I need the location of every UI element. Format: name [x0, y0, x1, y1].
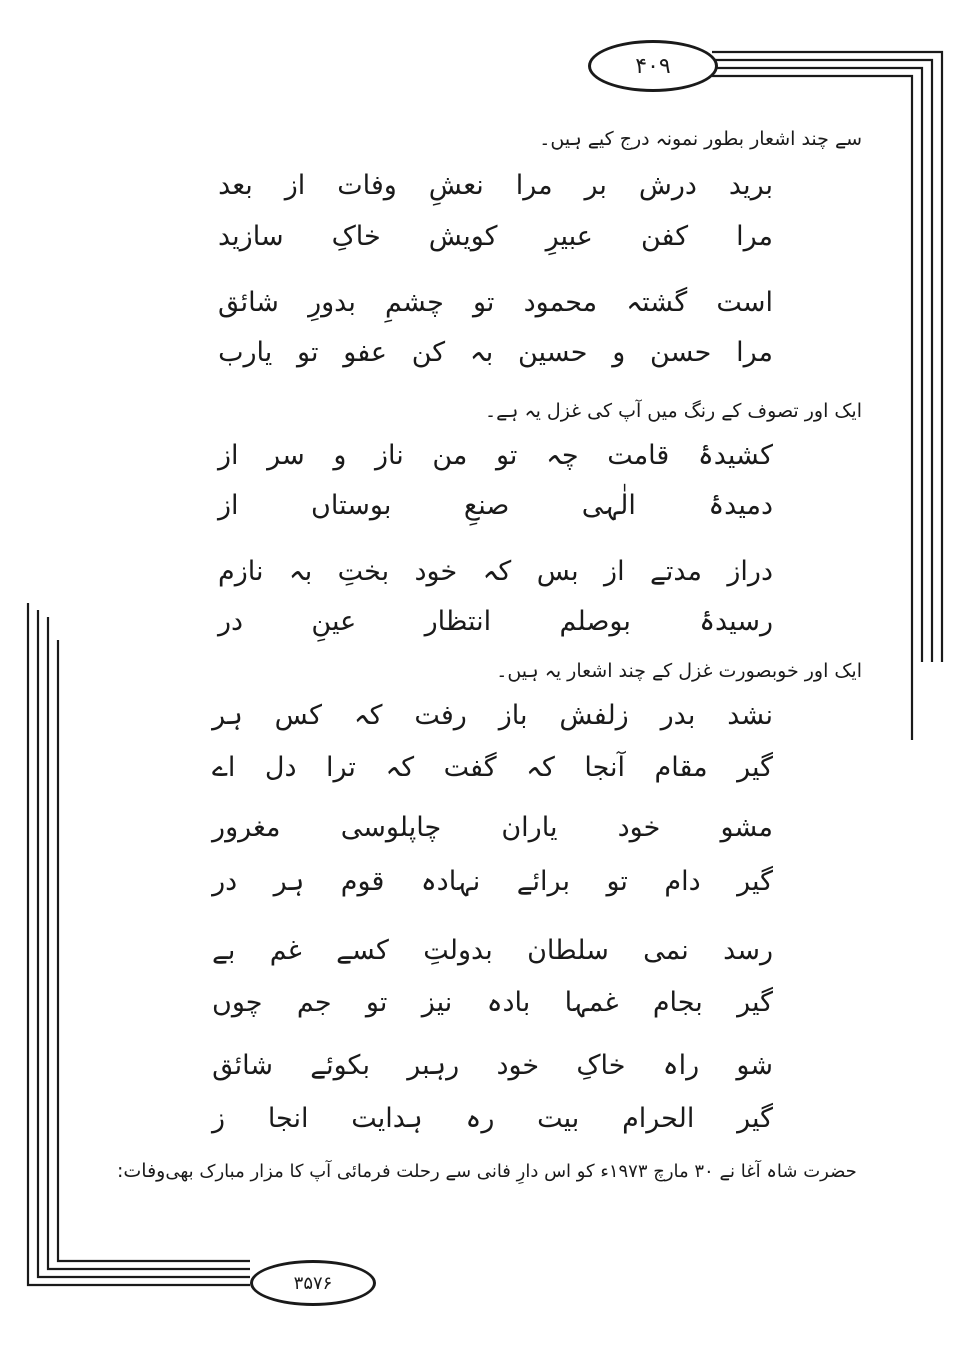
verse-word: خود — [617, 812, 661, 843]
verse-word: از — [284, 170, 306, 201]
verse-word: در — [212, 866, 238, 897]
verse-word: عفو — [343, 337, 387, 368]
verse-word: کن — [411, 337, 446, 368]
verse-word: من — [432, 440, 468, 471]
verse-word: تو — [606, 866, 628, 897]
verse-word: کسے — [336, 935, 389, 966]
verse-word: مقام — [654, 752, 708, 783]
verse-line — [212, 935, 773, 966]
verse-word: مرا — [736, 337, 773, 368]
verse-line — [212, 700, 773, 731]
verse-word: رسد — [723, 935, 773, 966]
verse-word: رہبر — [407, 1050, 460, 1081]
verse-line — [218, 606, 773, 637]
verse-word: مدتے — [650, 556, 702, 587]
verse-word: مغرور — [212, 812, 281, 843]
verse-word: باز — [498, 700, 528, 731]
verse-word: خود — [496, 1050, 540, 1081]
verse-word: سازید — [218, 221, 284, 252]
verse-word: نیز — [421, 987, 453, 1018]
verse-word: در — [218, 606, 244, 637]
verse-word: بر — [584, 170, 607, 201]
verse-word: مرا — [515, 170, 553, 201]
verse-word: گیر — [737, 752, 773, 783]
verse-word: الحرام — [622, 1103, 695, 1134]
verse-word: نہادہ — [420, 866, 481, 897]
section-intro: سے چند اشعار بطور نمونہ درج کیے ہیں۔ — [539, 128, 862, 150]
verse-line — [218, 170, 773, 201]
verse-word: بس — [536, 556, 579, 587]
verse-word: یارب — [218, 337, 273, 368]
verse-line — [218, 221, 773, 252]
verse-word: درش — [638, 170, 697, 201]
verse-word: بوستاں — [311, 490, 392, 521]
page-number-bottom: ۳۵۷۶ — [250, 1260, 376, 1306]
verse-word: کہ — [385, 752, 415, 783]
verse-word: عبیرِ — [545, 221, 593, 252]
verse-line — [218, 490, 773, 521]
verse-word: کہ — [482, 556, 512, 587]
verse-word: بختِ — [337, 556, 390, 587]
page-number-top: ۴۰۹ — [588, 40, 718, 92]
verse-word: بجام — [652, 987, 703, 1018]
verse-word: کفن — [640, 221, 689, 252]
verse-word: بے — [212, 935, 236, 966]
death-note — [95, 1160, 865, 1182]
verse-word: بہ — [469, 337, 494, 368]
verse-word: نشد — [727, 700, 773, 731]
verse-word: خود — [414, 556, 458, 587]
verse-word: بہ — [288, 556, 313, 587]
verse-word: عینِ — [311, 606, 357, 637]
verse-line — [212, 987, 773, 1018]
verse-word: بکوئے — [310, 1050, 370, 1081]
verse-word: شو — [736, 1050, 773, 1081]
verse-word: گیر — [737, 987, 773, 1018]
verse-word: رہ — [465, 1103, 495, 1134]
verse-line — [212, 752, 773, 783]
verse-word: رسیدۂ — [699, 606, 773, 637]
verse-line — [212, 1050, 773, 1081]
verse-word: شائق — [212, 1050, 273, 1081]
verse-word: وفات — [337, 170, 397, 201]
verse-line — [218, 287, 773, 318]
verse-word: از — [604, 556, 625, 587]
verse-word: تو — [495, 440, 518, 471]
verse-word: بدورِ — [308, 287, 356, 318]
verse-word: است — [716, 287, 773, 318]
verse-word: بادہ — [486, 987, 531, 1018]
death-note-label: وفات: — [117, 1160, 166, 1182]
verse-word: چہ — [546, 440, 579, 471]
verse-word: سلطان — [527, 935, 609, 966]
verse-word: قامت — [607, 440, 670, 471]
verse-word: دام — [664, 866, 701, 897]
verse-word: اے — [212, 752, 236, 783]
verse-word: خاکِ — [331, 221, 381, 252]
verse-word: تو — [472, 287, 495, 318]
verse-word: کویش — [428, 221, 498, 252]
verse-word: سر — [267, 440, 305, 471]
verse-word: بدر — [660, 700, 696, 731]
verse-word: آنجا — [584, 752, 626, 783]
verse-word: گشتہ — [626, 287, 688, 318]
verse-word: و — [333, 440, 347, 471]
verse-word: کہ — [353, 700, 383, 731]
verse-word: ترا — [326, 752, 356, 783]
verse-word: ہدایت — [351, 1103, 423, 1134]
section-intro: ایک اور تصوف کے رنگ میں آپ کی غزل یہ ہے۔ — [485, 400, 862, 422]
verse-word: تو — [365, 987, 388, 1018]
verse-line — [212, 1103, 773, 1134]
verse-word: ہر — [212, 700, 243, 731]
verse-word: کس — [274, 700, 322, 731]
verse-word: ہر — [273, 866, 305, 897]
verse-word: شائق — [218, 287, 279, 318]
verse-word: راہ — [662, 1050, 700, 1081]
verse-word: چشمِ — [385, 287, 444, 318]
verse-word: غمہا — [564, 987, 619, 1018]
verse-line — [218, 337, 773, 368]
verse-word: چاپلوسی — [340, 812, 442, 843]
verse-word: برائے — [516, 866, 570, 897]
verse-word: زلفش — [559, 700, 629, 731]
verse-word: بوصلم — [559, 606, 631, 637]
verse-word: نازم — [218, 556, 264, 587]
verse-word: انتظار — [424, 606, 492, 637]
verse-line — [212, 812, 773, 843]
verse-word: مرا — [736, 221, 773, 252]
verse-word: جم — [296, 987, 332, 1018]
verse-word: بعد — [218, 170, 253, 201]
verse-word: دمیدۂ — [708, 490, 773, 521]
verse-line — [218, 556, 773, 587]
verse-word: و — [612, 337, 626, 368]
verse-word: کشیدۂ — [697, 440, 773, 471]
verse-word: از — [218, 490, 239, 521]
verse-word: دراز — [727, 556, 773, 587]
verse-word: مشو — [720, 812, 773, 843]
verse-word: دل — [264, 752, 297, 783]
verse-word: بدولتِ — [423, 935, 493, 966]
verse-line — [218, 440, 773, 471]
verse-word: گیر — [737, 1103, 773, 1134]
verse-word: گفت — [443, 752, 497, 783]
verse-line — [212, 866, 773, 897]
verse-word: خاکِ — [576, 1050, 626, 1081]
verse-word: حسن — [650, 337, 712, 368]
verse-word: کہ — [526, 752, 555, 783]
verse-word: غم — [269, 935, 302, 966]
verse-word: نمی — [643, 935, 689, 966]
verse-word: برید — [728, 170, 773, 201]
verse-word: صنعِ — [463, 490, 510, 521]
verse-word: گیر — [737, 866, 773, 897]
verse-word: رفت — [414, 700, 467, 731]
death-note-text: حضرت شاہ آغا نے ۳۰ مارچ ۱۹۷۳ء کو اس دارِ فانی سے رحلت فرمائی آپ کا مزار مبارک بھی — [165, 1161, 857, 1182]
verse-word: انجا — [267, 1103, 309, 1134]
verse-word: ز — [212, 1103, 226, 1134]
verse-word: محمود — [523, 287, 598, 318]
verse-word: حسین — [518, 337, 588, 368]
verse-word: از — [218, 440, 239, 471]
verse-word: چوں — [212, 987, 263, 1018]
section-intro: ایک اور خوبصورت غزل کے چند اشعار یہ ہیں۔ — [496, 660, 862, 682]
verse-word: قوم — [340, 866, 385, 897]
verse-word: الٰہی — [581, 490, 636, 521]
verse-word: ناز — [374, 440, 404, 471]
verse-word: نعشِ — [428, 170, 484, 201]
verse-word: بیت — [537, 1103, 580, 1134]
verse-word: تو — [297, 337, 319, 368]
verse-word: یاران — [501, 812, 558, 843]
